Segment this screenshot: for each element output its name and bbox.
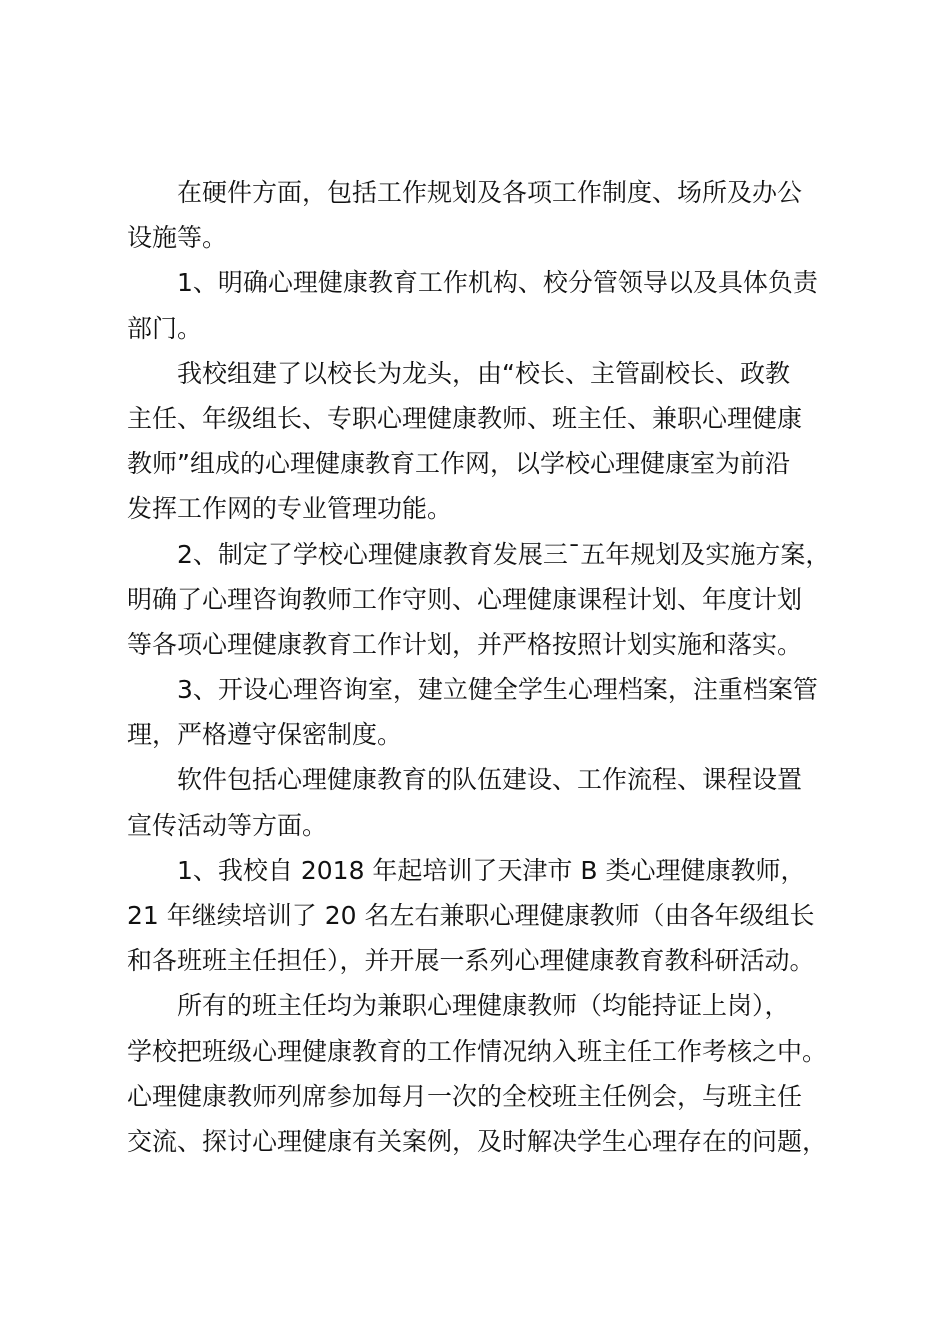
text-line: 在硬件方面，包括工作规划及各项工作制度、场所及办公: [177, 178, 803, 207]
text-line: 等各项心理健康教育工作计划，并严格按照计划实施和落实。: [127, 629, 803, 659]
text-line: 发挥工作网的专业管理功能。: [127, 494, 453, 524]
text-line: 1、明确心理健康教育工作机构、校分管领导以及具体负责: [177, 268, 818, 298]
text-line: 教师”组成的心理健康教育工作网，以学校心理健康室为前沿: [127, 449, 790, 479]
text-line: 交流、探讨心理健康有关案例，及时解决学生心理存在的问题，: [127, 1126, 828, 1156]
text-line: 1、我校自 2018 年起培训了天津市 B 类心理健康教师，: [177, 855, 806, 885]
text-line: 学校把班级心理健康教育的工作情况纳入班主任工作考核之中。: [127, 1036, 828, 1066]
body-text: [127, 170, 857, 1164]
text-line: 3、开设心理咨询室，建立健全学生心理档案，注重档案管: [177, 675, 818, 705]
text-line: 主任、年级组长、专职心理健康教师、班主任、兼职心理健康: [127, 403, 803, 433]
text-line: 和各班班主任担任），并开展一系列心理健康教育教科研活动。: [127, 946, 815, 976]
text-line: 21 年继续培训了 20 名左右兼职心理健康教师（由各年级组长: [127, 901, 815, 930]
text-line: 理，严格遵守保密制度。: [127, 720, 403, 750]
text-line: 心理健康教师列席参加每月一次的全校班主任例会，与班主任: [127, 1081, 803, 1111]
text-line: 宣传活动等方面。: [127, 810, 328, 840]
text-line: 设施等。: [127, 223, 228, 253]
text-line: 所有的班主任均为兼职心理健康教师（均能持证上岗），: [177, 991, 790, 1021]
text-line: 明确了心理咨询教师工作守则、心理健康课程计划、年度计划: [127, 584, 803, 614]
text-line: 软件包括心理健康教育的队伍建设、工作流程、课程设置: [177, 765, 803, 795]
text-line: 2、制定了学校心理健康教育发展三¯五年规划及实施方案，: [177, 539, 831, 569]
text-line: 部门。: [127, 313, 203, 343]
text-line: 我校组建了以校长为龙头，由“校长、主管副校长、政教: [177, 358, 790, 388]
